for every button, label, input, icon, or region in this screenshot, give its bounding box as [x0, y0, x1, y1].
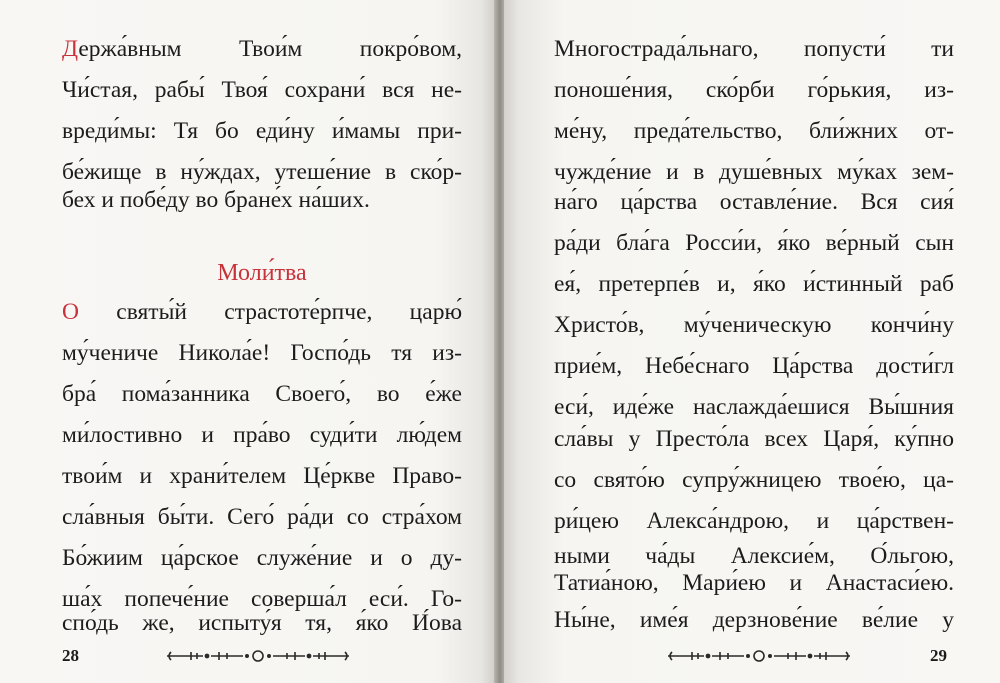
text-line: ри́цею Алекса́ндрою, и ца́рствен-: [554, 508, 954, 534]
right-page: [504, 0, 1000, 683]
text-line: поноше́ния, ско́рби го́рькия, из-: [554, 77, 954, 103]
section-heading: Моли́тва: [217, 260, 307, 286]
text-line: прие́м, Небе́снаго Ца́рства дости́гл: [554, 353, 954, 379]
text-line: му́чениче Никола́е! Госпо́дь тя из-: [62, 340, 462, 366]
page-number: 29: [930, 646, 947, 665]
text-line: Чи́стая, рабы́ Твоя́ сохрани́ вся не-: [62, 77, 462, 103]
text-line: со свято́ю супру́жницею твое́ю, ца-: [554, 467, 954, 493]
text-line: ми́лостивно и пра́во суди́ти лю́дем: [62, 422, 462, 448]
text-line: бе́жище в ну́ждах, утеше́ние в ско́р-: [62, 159, 462, 185]
text-line: Ны́не, име́я дерзнове́ние ве́лие у: [554, 607, 954, 633]
red-initial: О: [62, 299, 79, 325]
page-number: 28: [62, 646, 79, 665]
text-line: еси́, иде́же наслажда́ешися Вы́шния: [554, 394, 954, 420]
text-line: спо́дь же, испыту́я тя, я́ко И́ова: [62, 610, 462, 636]
text-line: бра́ пома́занника Своего́, во е́же: [62, 381, 462, 407]
text-line: Бо́жиим ца́рское служе́ние и о ду-: [62, 545, 462, 571]
text-line: ме́ну, преда́тельство, бли́жних от-: [554, 118, 954, 144]
text-line: бех и побе́ду во бране́х на́ших.: [62, 187, 370, 213]
text-line: Многострада́льнаго, попусти́ ти: [554, 36, 954, 62]
red-initial: Д: [62, 36, 79, 62]
ornament-divider-icon: [163, 646, 353, 666]
text-line: О святы́й страстоте́рпче, царю́: [62, 299, 462, 325]
left-page: [0, 0, 496, 683]
text-line: ея́, претерпе́в и, я́ко и́стинный раб: [554, 271, 954, 297]
text-line: твои́м и храни́телем Це́ркве Право-: [62, 463, 462, 489]
text-line: на́го ца́рства оставле́ние. Вся сия́: [554, 189, 954, 215]
text-line: вреди́мы: Тя бо еди́ну и́мамы при-: [62, 118, 462, 144]
ornament-divider-icon: [664, 646, 854, 666]
text-line: ша́х попече́ние соверша́л еси́. Го-: [62, 586, 462, 612]
text-line: Христо́в, му́ченическую кончи́ну: [554, 312, 954, 338]
text-line: сла́вныя бы́ти. Сего́ ра́ди со стра́хом: [62, 504, 462, 530]
text-line: сла́вы у Престо́ла всех Царя́, ку́пно: [554, 426, 954, 452]
text-line: ными ча́ды Алексие́м, О́льгою,: [554, 543, 954, 569]
text-line: ра́ди бла́га Росси́и, я́ко ве́рный сын: [554, 230, 954, 256]
text-line: Татиа́ною, Мари́ею и Анастаси́ею.: [554, 570, 954, 596]
text-line: чужде́ние и в душе́вных му́ках зем-: [554, 159, 954, 185]
text-line: Держа́вным Твои́м покро́вом,: [62, 36, 462, 62]
